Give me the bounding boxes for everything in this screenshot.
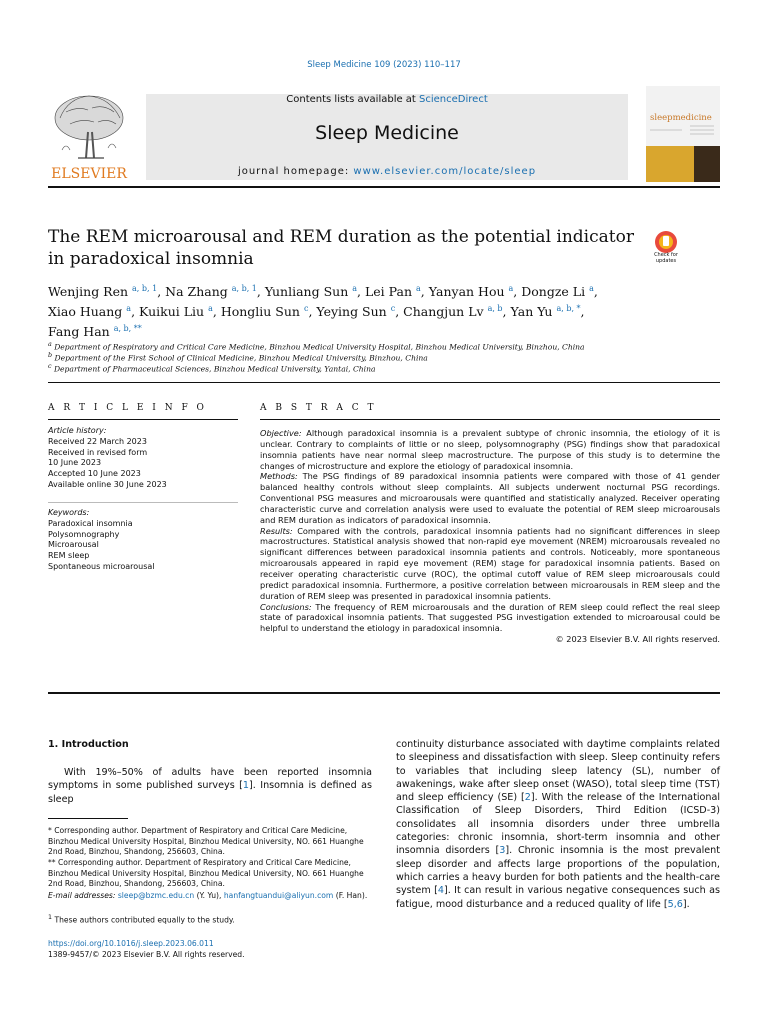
intro-paragraph-1: With 19%–50% of adults have been reported insomnia symptoms in some published surveys [1]. Insomnia is defined as sleep — [48, 767, 372, 805]
keyword: REM sleep — [48, 551, 90, 561]
email-link[interactable]: hanfangtuandui@aliyun.com — [223, 891, 334, 900]
copyright: © 2023 Elsevier B.V. All rights reserved. — [555, 634, 720, 645]
homepage-link[interactable]: www.elsevier.com/locate/sleep — [353, 166, 537, 177]
keyword: Paradoxical insomnia — [48, 518, 133, 528]
author[interactable]: Kuikui Liu $^a$ — [139, 304, 213, 320]
author[interactable]: Yunliang Sun $^a$ — [264, 284, 358, 300]
check-for-updates-badge[interactable] — [648, 228, 684, 264]
history-item: Available online 30 June 2023 — [48, 479, 167, 489]
author[interactable]: Yanyan Hou $^a$ — [428, 284, 514, 300]
author[interactable]: Na Zhang $^{a, b, 1}$ — [165, 284, 257, 300]
author-list: Wenjing Ren $^{a, b, 1}$, Na Zhang $^{a, b, 1}$, Yunliang Sun $^a$, Lei Pan $^a$, Yanyan Hou $^a$, Dongze Li $^a$, Xiao Huang $^a$, Kuikui Liu $^a$, Hongliu Sun $^c$, Yeying Sun $^c$, Changjun Lv $^{a, b}$, Yan Yu $^{a, b, *}$, Fang Han $^{a, b, **}$ — [48, 284, 598, 340]
footnote-emails: E-mail addresses: sleep@bzmc.edu.cn (Y. Yu), hanfangtuandui@aliyun.com (F. Han). — [48, 891, 368, 900]
affiliation-divider — [48, 382, 720, 383]
author[interactable]: Wenjing Ren $^{a, b, 1}$ — [48, 284, 158, 300]
citation-link[interactable]: 1 — [242, 780, 249, 792]
footnote-equal-contribution: $^1$ These authors contributed equally to the study. — [48, 914, 235, 925]
header-divider — [48, 186, 720, 188]
cover-title: sleepmedicine — [650, 113, 712, 123]
intro-paragraph-continued: continuity disturbance associated with daytime complaints related to sleepiness and dissatisfaction with sleep. Sleep continuity refers to variables that including sleep latency (SL), number of awakenings, wake after sleep onset (WASO), total sleep time (TST) and sleep efficiency (SE) [2]. With the release of the International Classification of Sleep Disorders, Third Edition (ICSD-3) consolidates all insomnia disorders under three umbrella categories: chronic insomnia, short-term insomnia and other insomnia disorders [3]. Chronic insomnia is the most prevalent sleep disorder and affects large proportions of the population, which carries a heavy burden for both patients and the health-care system [4]. It can result in various negative consequences such as fatigue, mood disturbance and a reduced quality of life [5,6]. — [396, 739, 721, 910]
history-item: Received 22 March 2023 — [48, 436, 147, 446]
author[interactable]: Lei Pan $^a$ — [364, 284, 421, 300]
keyword: Spontaneous microarousal — [48, 561, 155, 571]
history-item: Received in revised form — [48, 447, 148, 457]
history-item: Accepted 10 June 2023 — [48, 469, 141, 479]
keywords-label: Keywords: — [48, 508, 90, 517]
affiliation: $^c$ Department of Pharmaceutical Sciences, Binzhou Medical University, Yantai, China — [48, 363, 376, 374]
journal-title: Sleep Medicine — [315, 122, 459, 144]
article-title: The REM microarousal and REM duration as the potential indicator in paradoxical insomnia — [48, 227, 634, 269]
abstract-divider — [260, 419, 720, 420]
email-link[interactable]: sleep@bzmc.edu.cn — [117, 891, 195, 900]
article-info-heading: A R T I C L E I N F O — [48, 403, 207, 413]
homepage-prefix: journal homepage: — [237, 166, 354, 177]
elsevier-logo — [48, 88, 130, 182]
issn-line: 1389-9457/© 2023 Elsevier B.V. All rights reserved. — [48, 950, 245, 959]
section-heading-introduction: 1. Introduction — [48, 739, 129, 750]
affiliation: $^b$ Department of the First School of Clinical Medicine, Binzhou Medical University, Binzhou, China — [48, 352, 428, 363]
journal-citation[interactable]: Sleep Medicine 109 (2023) 110–117 — [307, 60, 461, 70]
footnote-corresponding-2: ** Corresponding author. Department of Respiratory and Critical Care Medicine, Binzhou Medical University Hospital, Binzhou Medical University, NO. 661 Huanghe 2nd Road, Binzhou, Shandong, 256603, China. — [48, 858, 364, 889]
history-label: Article history: — [48, 426, 107, 435]
keyword: Polysomnography — [48, 529, 120, 539]
abstract-body: Objective: Although paradoxical insomnia is a prevalent subtype of chronic insomnia, the etiology of it is unclear. Contrary to complaints of little or no sleep, polysomnography (PSG) findings show that paradoxical insomnia patients have near normal sleep macrostructure. The purpose of this study is to determine the changes of microstructure and explore the etiology of paradoxical insomnia. Methods: The PSG findings of 89 paradoxical insomnia patients were compared with those of 41 gender balanced healthy controls without sleep complaints. All subjects underwent nocturnal PSG recordings. Conventional PSG measures and microarousals were quantified and statistically analyzed. Receiver operating characteristic curve and correlation analysis were used to evaluate the potential of REM sleep microarousals and REM duration as indicators of paradoxical insomnia. Results: Compared with the controls, paradoxical insomnia patients had no significant differences in sleep macrostructures. Statistical analysis showed that non-rapid eye movement (NREM) microarousals revealed no significant differences between paradoxical insomnia patients and controls. Noticeably, more spontaneous microarousals appeared in rapid eye movement (REM) stage for paradoxical insomnia patients. Based on receiver operating characteristic curve (ROC), the optimal cutoff value of REM sleep microarousals could predict paradoxical insomnia. Furthermore, a positive correlation between microarousals in REM sleep and the duration of REM sleep was presented in paradoxical insomnia patients. Conclusions: The frequency of REM microarousals and the duration of REM sleep could reflect the real sleep state of paradoxical insomnia patients. That suggested PSG investigation extended to microarousal could be helpful to understand the etiology in paradoxical insomnia. © 2023 Elsevier B.V. All rights reserved. — [260, 428, 720, 645]
citation-link[interactable]: 3 — [499, 845, 506, 857]
contents-line — [146, 94, 628, 105]
keywords-divider — [48, 502, 238, 503]
keywords — [48, 508, 238, 573]
keyword: Microarousal — [48, 540, 99, 550]
citation-link[interactable]: 5,6 — [667, 898, 683, 910]
journal-cover-thumbnail[interactable] — [646, 86, 720, 182]
article-info-divider — [48, 419, 238, 420]
author[interactable]: Dongze Li $^a$ — [521, 284, 594, 300]
elsevier-tree-icon — [48, 88, 130, 182]
cover-art-icon — [646, 86, 720, 182]
check-for-updates-label: Check for updates — [654, 252, 678, 264]
affiliation: $^a$ Department of Respiratory and Critical Care Medicine, Binzhou Medical University Hospital, Binzhou Medical University, Binzhou, China — [48, 341, 585, 352]
footnote-corresponding-1: * Corresponding author. Department of Respiratory and Critical Care Medicine, Binzhou Medical University Hospital, Binzhou Medical University, NO. 661 Huanghe 2nd Road, Binzhou, Shandong, 256603, China. — [48, 826, 364, 857]
citation-link[interactable]: 4 — [437, 885, 444, 897]
abstract-bottom-divider — [48, 692, 720, 694]
author[interactable]: Fang Han $^{a, b, **}$ — [48, 324, 142, 340]
elsevier-wordmark: ELSEVIER — [51, 166, 127, 182]
author[interactable]: Changjun Lv $^{a, b}$ — [403, 304, 503, 320]
abstract-heading: A B S T R A C T — [260, 403, 377, 413]
footnote-divider — [48, 818, 128, 819]
contents-prefix: Contents lists available at — [286, 94, 420, 105]
citation-link[interactable]: 2 — [524, 792, 531, 804]
author[interactable]: Hongliu Sun $^c$ — [220, 304, 309, 320]
journal-homepage — [146, 166, 628, 177]
sciencedirect-link[interactable]: ScienceDirect — [419, 94, 488, 105]
author[interactable]: Yan Yu $^{a, b, *}$ — [510, 304, 581, 320]
author[interactable]: Yeying Sun $^c$ — [316, 304, 396, 320]
author[interactable]: Xiao Huang $^a$ — [48, 304, 132, 320]
doi-link[interactable]: https://doi.org/10.1016/j.sleep.2023.06.011 — [48, 939, 214, 948]
article-history — [48, 426, 238, 491]
history-item: 10 June 2023 — [48, 458, 102, 468]
